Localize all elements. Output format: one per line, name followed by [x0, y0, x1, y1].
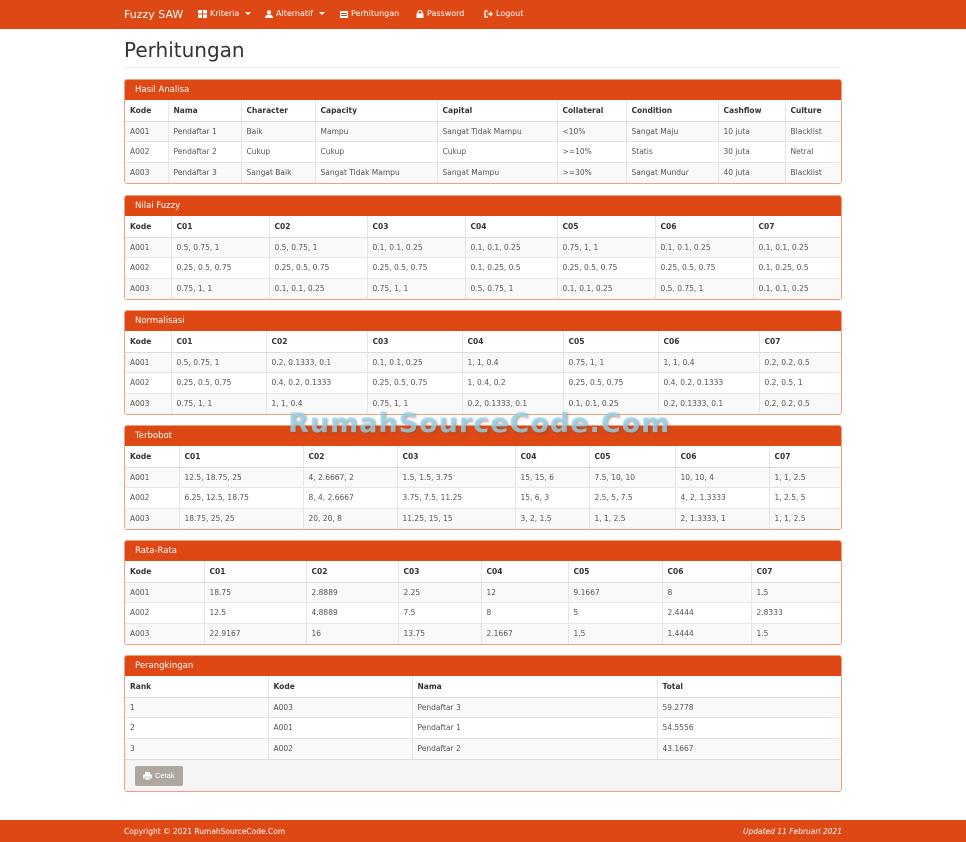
- column-header: C01: [171, 331, 266, 352]
- cell: 0.1, 0.1, 0.25: [465, 237, 557, 258]
- column-header: C03: [398, 561, 481, 582]
- column-header: C02: [269, 216, 367, 237]
- cell: Sangat Mundur: [626, 162, 718, 183]
- cell: 4.8889: [306, 603, 398, 624]
- table-row: [125, 718, 841, 739]
- cell: 13.75: [398, 623, 481, 644]
- column-header: Kode: [125, 446, 179, 467]
- cell: 22.9167: [204, 623, 306, 644]
- panel-normalisasi: [124, 310, 842, 415]
- cell: A003: [125, 508, 179, 529]
- table-row: [125, 162, 841, 183]
- cell: 0.25, 0.5, 0.75: [171, 258, 269, 279]
- cell: A001: [125, 237, 171, 258]
- cell: 0.1, 0.25, 0.5: [465, 258, 557, 279]
- cell: 1.5: [751, 623, 841, 644]
- cell: 3, 2, 1.5: [515, 508, 589, 529]
- cell: 0.25, 0.5, 0.75: [563, 373, 658, 394]
- cell: 7.5, 10, 10: [589, 467, 675, 488]
- cell: 0.1, 0.1, 0.25: [557, 278, 655, 299]
- cell: Pendaftar 3: [412, 697, 657, 718]
- cell: 0.25, 0.5, 0.75: [367, 373, 462, 394]
- cell: A003: [125, 162, 168, 183]
- cell: 0.1, 0.1, 0.25: [269, 278, 367, 299]
- cell: 1.5, 1.5, 3.75: [397, 467, 515, 488]
- cell: 1.5: [751, 582, 841, 603]
- logout-icon: [484, 10, 493, 18]
- table-row: [125, 121, 841, 142]
- cell: 20, 20, 8: [303, 508, 397, 529]
- panel-heading: Nilai Fuzzy: [125, 196, 841, 216]
- cell: 3.75, 7.5, 11.25: [397, 488, 515, 509]
- column-header: C06: [675, 446, 769, 467]
- cell: A001: [268, 718, 412, 739]
- title-divider: [124, 67, 841, 68]
- cell: A001: [125, 467, 179, 488]
- cell: 1, 1, 0.4: [658, 352, 759, 373]
- panel-footer: [125, 759, 841, 791]
- table-row: [125, 508, 841, 529]
- cell: 10, 10, 4: [675, 467, 769, 488]
- cell: Pendaftar 3: [168, 162, 241, 183]
- cell: A002: [268, 738, 412, 759]
- cell: Sangat Maju: [626, 121, 718, 142]
- cell: 0.1, 0.25, 0.5: [753, 258, 841, 279]
- nav-password[interactable]: [416, 9, 464, 18]
- cell: 4, 2, 1.3333: [675, 488, 769, 509]
- cell: 0.1, 0.1, 0.25: [563, 393, 658, 414]
- cell: 1, 2.5, 5: [769, 488, 841, 509]
- nav-kriteria-label: Kriteria: [210, 9, 240, 18]
- chevron-down-icon: [319, 12, 325, 15]
- cell: Blacklist: [785, 162, 841, 183]
- cell: A001: [125, 582, 204, 603]
- cell: 12.5: [204, 603, 306, 624]
- cell: 0.4, 0.2, 0.1333: [266, 373, 367, 394]
- column-header: Rank: [125, 676, 268, 697]
- cell: >=30%: [557, 162, 626, 183]
- page-title: Perhitungan: [124, 38, 245, 62]
- cell: A003: [125, 393, 171, 414]
- column-header: Condition: [626, 100, 718, 121]
- cell: A002: [125, 142, 168, 163]
- column-header: Kode: [125, 331, 171, 352]
- table-row: [125, 488, 841, 509]
- cell: 0.75, 1, 1: [171, 278, 269, 299]
- column-header: C07: [751, 561, 841, 582]
- cell: 1: [125, 697, 268, 718]
- footer: [0, 820, 966, 842]
- cell: Blacklist: [785, 121, 841, 142]
- nilai-fuzzy-table: [125, 216, 841, 299]
- column-header: C04: [465, 216, 557, 237]
- cell: 3: [125, 738, 268, 759]
- panel-heading: Rata-Rata: [125, 541, 841, 561]
- cell: Sangat Baik: [241, 162, 315, 183]
- cell: A003: [125, 623, 204, 644]
- column-header: C07: [759, 331, 841, 352]
- cell: 0.4, 0.2, 0.1333: [658, 373, 759, 394]
- cell: Cukup: [241, 142, 315, 163]
- cell: Pendaftar 1: [412, 718, 657, 739]
- column-header: Kode: [125, 561, 204, 582]
- cell: 54.5556: [657, 718, 841, 739]
- nav-logout[interactable]: [484, 9, 523, 18]
- lock-icon: [416, 10, 424, 18]
- column-header: Character: [241, 100, 315, 121]
- column-header: C02: [266, 331, 367, 352]
- table-row: [125, 603, 841, 624]
- table-row: [125, 373, 841, 394]
- cell: Mampu: [315, 121, 437, 142]
- perangkingan-table: [125, 676, 841, 759]
- cell: Pendaftar 2: [168, 142, 241, 163]
- cell: 1, 1, 2.5: [589, 508, 675, 529]
- cell: 2.5, 5, 7.5: [589, 488, 675, 509]
- column-header: Culture: [785, 100, 841, 121]
- column-header: C03: [367, 331, 462, 352]
- cell: 0.1, 0.1, 0.25: [753, 278, 841, 299]
- cell: A002: [125, 258, 171, 279]
- column-header: Nama: [412, 676, 657, 697]
- column-header: Kode: [125, 216, 171, 237]
- cell: Sangat Mampu: [437, 162, 557, 183]
- cell: 43.1667: [657, 738, 841, 759]
- user-icon: [265, 10, 273, 18]
- cell: 0.1, 0.1, 0.25: [753, 237, 841, 258]
- column-header: Kode: [125, 100, 168, 121]
- cell: 0.5, 0.75, 1: [465, 278, 557, 299]
- cell: 0.2, 0.1333, 0.1: [462, 393, 563, 414]
- column-header: C03: [397, 446, 515, 467]
- cell: 0.1, 0.1, 0.25: [367, 237, 465, 258]
- cell: 0.5, 0.75, 1: [269, 237, 367, 258]
- column-header: C07: [769, 446, 841, 467]
- panel-heading: Perangkingan: [125, 656, 841, 676]
- table-row: [125, 623, 841, 644]
- cell: A003: [268, 697, 412, 718]
- cell: 1, 1, 2.5: [769, 467, 841, 488]
- column-header: Capital: [437, 100, 557, 121]
- chevron-down-icon: [245, 12, 251, 15]
- nav-perhitungan[interactable]: [340, 9, 399, 18]
- cell: 2.1667: [481, 623, 568, 644]
- table-row: [125, 697, 841, 718]
- brand-link[interactable]: Fuzzy SAW: [124, 8, 184, 21]
- nav-alternatif[interactable]: [265, 9, 325, 18]
- column-header: C06: [655, 216, 753, 237]
- updated-text: Updated 11 Februari 2021: [743, 827, 842, 836]
- cell: 2.8333: [751, 603, 841, 624]
- cell: 1, 1, 0.4: [462, 352, 563, 373]
- cell: 2.8889: [306, 582, 398, 603]
- cell: Sangat Tidak Mampu: [315, 162, 437, 183]
- cell: 2.4444: [662, 603, 751, 624]
- column-header: C05: [557, 216, 655, 237]
- column-header: C07: [753, 216, 841, 237]
- cell: 40 juta: [718, 162, 785, 183]
- column-header: C06: [662, 561, 751, 582]
- column-header: C04: [462, 331, 563, 352]
- cell: A001: [125, 121, 168, 142]
- panel-heading: Terbobot: [125, 426, 841, 446]
- cell: 0.25, 0.5, 0.75: [171, 373, 266, 394]
- cell: 0.5, 0.75, 1: [171, 352, 266, 373]
- cell: 0.75, 1, 1: [367, 393, 462, 414]
- cell: 0.75, 1, 1: [557, 237, 655, 258]
- printer-icon: [143, 772, 152, 780]
- cell: 2: [125, 718, 268, 739]
- cell: Pendaftar 1: [168, 121, 241, 142]
- cell: Netral: [785, 142, 841, 163]
- column-header: C04: [481, 561, 568, 582]
- cell: 12.5, 18.75, 25: [179, 467, 303, 488]
- table-row: [125, 467, 841, 488]
- terbobot-table: [125, 446, 841, 529]
- cell: 11.25, 15, 15: [397, 508, 515, 529]
- cell: 0.2, 0.1333, 0.1: [658, 393, 759, 414]
- column-header: Cashflow: [718, 100, 785, 121]
- nav-alternatif-label: Alternatif: [276, 9, 314, 18]
- cell: 8, 4, 2.6667: [303, 488, 397, 509]
- cell: 16: [306, 623, 398, 644]
- table-row: [125, 278, 841, 299]
- table-row: [125, 393, 841, 414]
- cell: 1.5: [568, 623, 662, 644]
- column-header: Collateral: [557, 100, 626, 121]
- table-row: [125, 582, 841, 603]
- cell: 15, 6, 3: [515, 488, 589, 509]
- cell: A002: [125, 603, 204, 624]
- cell: 0.75, 1, 1: [171, 393, 266, 414]
- cell: 12: [481, 582, 568, 603]
- column-header: C01: [179, 446, 303, 467]
- panel-heading: Hasil Analisa: [125, 80, 841, 100]
- copyright-text: Copyright © 2021 RumahSourceCode.Com: [124, 827, 286, 836]
- cell: Pendaftar 2: [412, 738, 657, 759]
- column-header: C05: [563, 331, 658, 352]
- column-header: C06: [658, 331, 759, 352]
- cell: A002: [125, 488, 179, 509]
- calendar-icon: [340, 10, 348, 18]
- nav-perhitungan-label: Perhitungan: [351, 9, 400, 18]
- cell: A003: [125, 278, 171, 299]
- column-header: Nama: [168, 100, 241, 121]
- nav-kriteria[interactable]: [198, 9, 251, 18]
- cell: 0.5, 0.75, 1: [171, 237, 269, 258]
- cell: 1.4444: [662, 623, 751, 644]
- print-button-label: Cetak: [155, 771, 175, 780]
- column-header: Total: [657, 676, 841, 697]
- cell: 0.75, 1, 1: [563, 352, 658, 373]
- table-row: [125, 237, 841, 258]
- cell: 30 juta: [718, 142, 785, 163]
- cell: Statis: [626, 142, 718, 163]
- cell: Baik: [241, 121, 315, 142]
- panel-hasil-analisa: [124, 79, 842, 184]
- panel-heading: Normalisasi: [125, 311, 841, 331]
- column-header: C03: [367, 216, 465, 237]
- cell: 7.5: [398, 603, 481, 624]
- cell: 10 juta: [718, 121, 785, 142]
- cell: 15, 15, 6: [515, 467, 589, 488]
- cell: 1, 1, 2.5: [769, 508, 841, 529]
- column-header: C04: [515, 446, 589, 467]
- hasil-analisa-table: [125, 100, 841, 183]
- cell: 0.75, 1, 1: [367, 278, 465, 299]
- cell: 2, 1.3333, 1: [675, 508, 769, 529]
- nav-password-label: Password: [427, 9, 465, 18]
- table-row: [125, 738, 841, 759]
- cell: 18.75: [204, 582, 306, 603]
- cell: 0.2, 0.1333, 0.1: [266, 352, 367, 373]
- watermark: RumahSourceCode.Com: [288, 408, 671, 439]
- panel-nilai-fuzzy: [124, 195, 842, 300]
- column-header: C01: [171, 216, 269, 237]
- cell: 1, 1, 0.4: [266, 393, 367, 414]
- cell: 2.25: [398, 582, 481, 603]
- column-header: Kode: [268, 676, 412, 697]
- nav-logout-label: Logout: [496, 9, 524, 18]
- table-row: [125, 258, 841, 279]
- cell: Sangat Tidak Mampu: [437, 121, 557, 142]
- cell: 8: [481, 603, 568, 624]
- table-row: [125, 142, 841, 163]
- cell: 0.25, 0.5, 0.75: [557, 258, 655, 279]
- column-header: C05: [568, 561, 662, 582]
- cell: 1, 0.4, 0.2: [462, 373, 563, 394]
- cell: 0.5, 0.75, 1: [655, 278, 753, 299]
- cell: 0.25, 0.5, 0.75: [655, 258, 753, 279]
- cell: A002: [125, 373, 171, 394]
- cell: 0.1, 0.1, 0.25: [655, 237, 753, 258]
- cell: 0.2, 0.5, 1: [759, 373, 841, 394]
- cell: 8: [662, 582, 751, 603]
- navbar: [0, 0, 966, 29]
- cell: >=10%: [557, 142, 626, 163]
- cell: Cukup: [315, 142, 437, 163]
- cell: 0.2, 0.2, 0.5: [759, 393, 841, 414]
- table-row: [125, 352, 841, 373]
- panel-perangkingan: [124, 655, 842, 792]
- cell: 59.2778: [657, 697, 841, 718]
- cell: 9.1667: [568, 582, 662, 603]
- panel-rata-rata: [124, 540, 842, 645]
- cell: Cukup: [437, 142, 557, 163]
- column-header: C01: [204, 561, 306, 582]
- column-header: Capacity: [315, 100, 437, 121]
- cell: 0.2, 0.2, 0.5: [759, 352, 841, 373]
- panel-terbobot: [124, 425, 842, 530]
- column-header: C02: [306, 561, 398, 582]
- cell: <10%: [557, 121, 626, 142]
- column-header: C02: [303, 446, 397, 467]
- cell: A001: [125, 352, 171, 373]
- grid-icon: [198, 10, 207, 18]
- cell: 18.75, 25, 25: [179, 508, 303, 529]
- cell: 6.25, 12.5, 18.75: [179, 488, 303, 509]
- rata-rata-table: [125, 561, 841, 644]
- cell: 4, 2.6667, 2: [303, 467, 397, 488]
- cell: 0.1, 0.1, 0.25: [367, 352, 462, 373]
- column-header: C05: [589, 446, 675, 467]
- cell: 0.25, 0.5, 0.75: [269, 258, 367, 279]
- cell: 5: [568, 603, 662, 624]
- print-button[interactable]: [135, 766, 183, 786]
- normalisasi-table: [125, 331, 841, 414]
- cell: 0.25, 0.5, 0.75: [367, 258, 465, 279]
